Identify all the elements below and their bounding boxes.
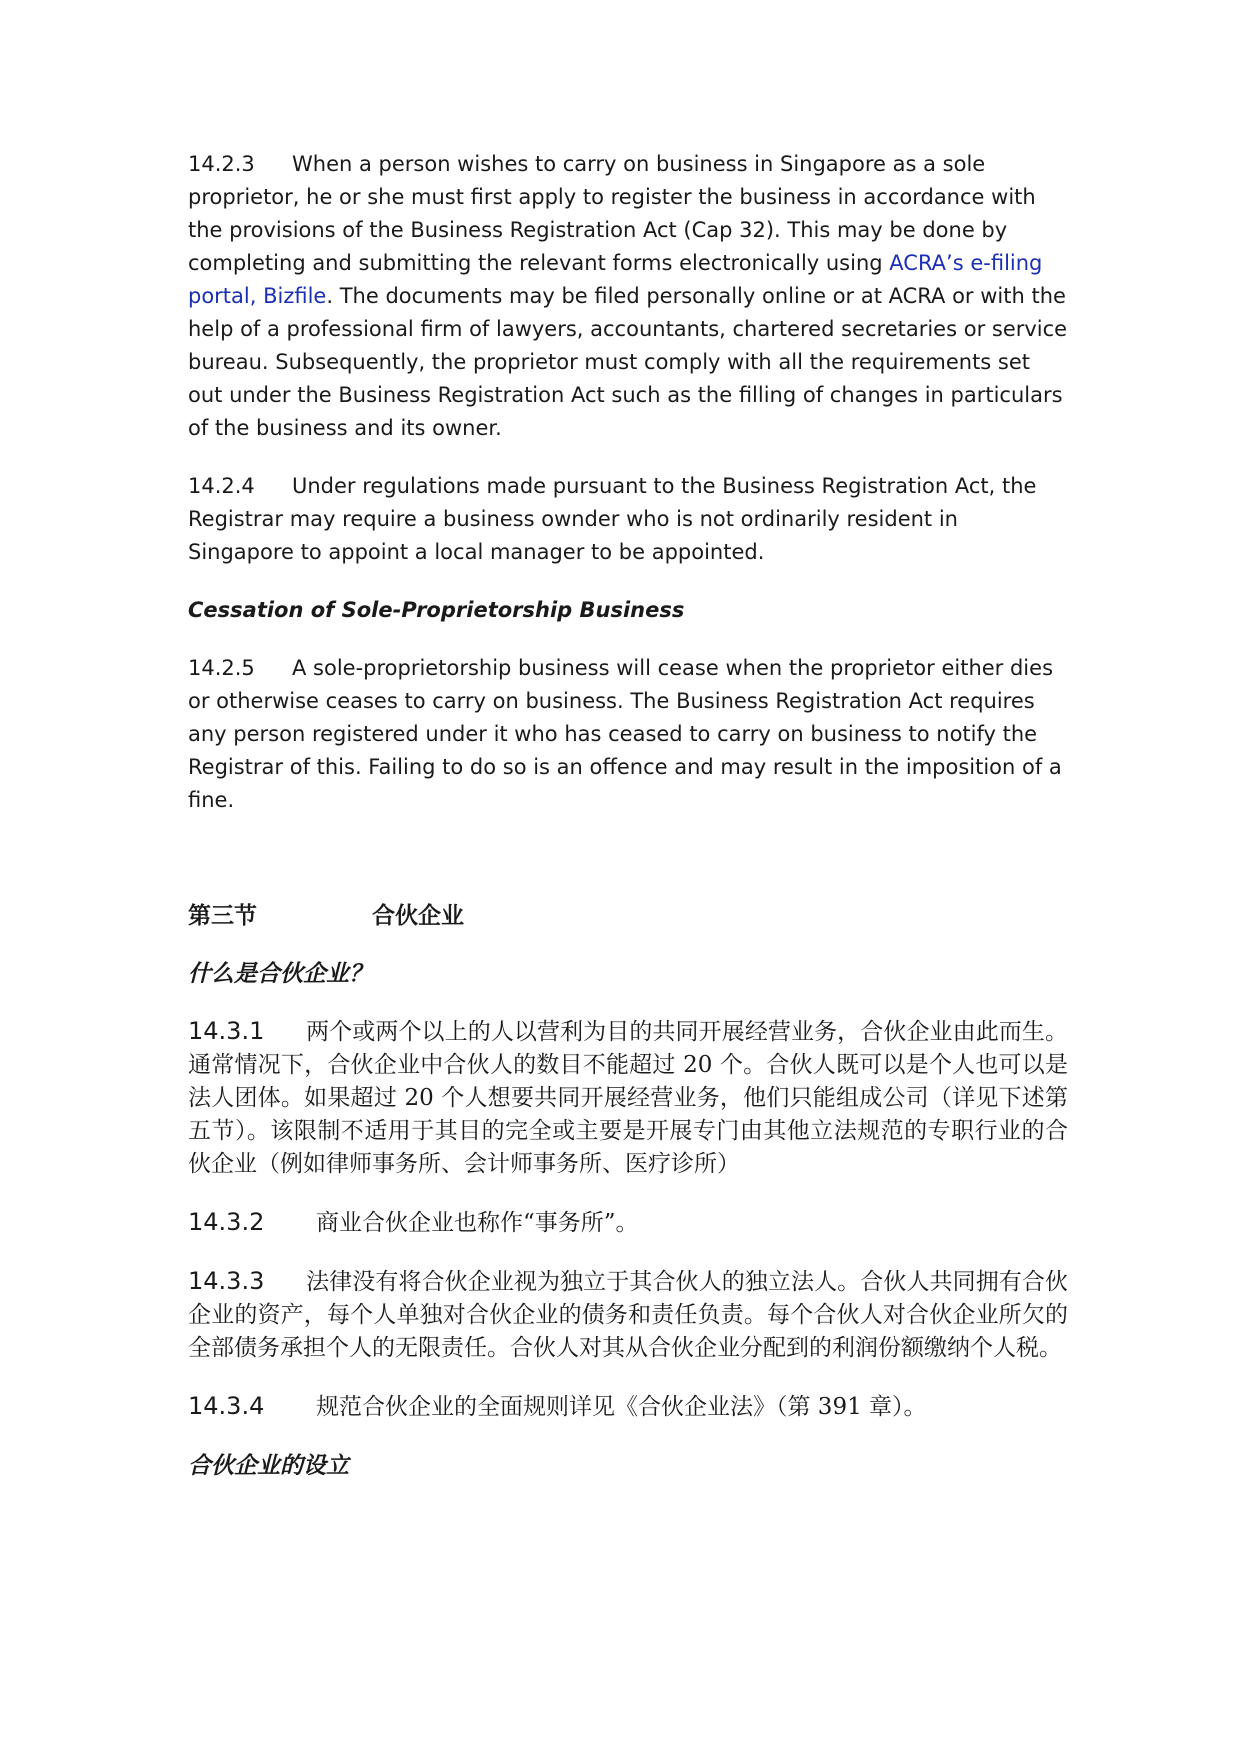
- paragraph-text: Under regulations made pursuant to the Business Registration Act, the Registrar may require a business ownder who is not ordinarily resident in Singapore to appoint a local manager to be appointed.: [188, 474, 1037, 564]
- paragraph-number: 14.2.3: [188, 152, 255, 176]
- paragraph-14-3-3: [188, 1265, 1068, 1365]
- paragraph-14-2-4: [188, 470, 1068, 569]
- section-number: 第三节: [188, 902, 257, 929]
- paragraph-14-2-5: [188, 652, 1068, 817]
- heading-what-is-partnership: 什么是合伙企业？: [188, 960, 372, 987]
- bizfile-link[interactable]: ACRA’s e-filing portal, Bizfile: [188, 251, 1043, 308]
- paragraph-text: 规范合伙企业的全面规则详见《合伙企业法》（第 391 章）。: [316, 1394, 927, 1420]
- paragraph-14-2-3: [188, 148, 1068, 445]
- paragraph-text: 法律没有将合伙企业视为独立于其合伙人的独立法人。合伙人共同拥有合伙企业的资产，每个人单独对合伙企业的债务和责任负责。每个合伙人对合伙企业所欠的全部债务承担个人的无限责任。合伙人对其从合伙企业分配到的利润份额缴纳个人税。: [188, 1269, 1068, 1361]
- paragraph-text: When a person wishes to carry on business in Singapore as a sole proprietor, he or she must first apply to register the business in accordance with the provisions of the Business Registration Act (Cap 32). This may be done by completing and submitting the relevant forms electronically using: [188, 152, 1036, 275]
- paragraph-14-3-1: [188, 1015, 1068, 1181]
- document-page: [188, 148, 1068, 1482]
- paragraph-14-3-2: [188, 1206, 1068, 1240]
- paragraph-number: 14.3.2: [188, 1208, 265, 1236]
- paragraph-14-3-4: [188, 1390, 1068, 1424]
- paragraph-number: 14.3.4: [188, 1392, 265, 1420]
- paragraph-text: 商业合伙企业也称作“事务所”。: [316, 1210, 639, 1236]
- paragraph-text: A sole-proprietorship business will cease when the proprietor either dies or otherwise ceases to carry on business. The Business Registration Act requires any person registered under it who has ceased to carry on business to notify the Registrar of this. Failing to do so is an offence and may result in the imposition of a fine.: [188, 656, 1062, 812]
- paragraph-number: 14.2.4: [188, 474, 255, 498]
- paragraph-number: 14.3.1: [188, 1017, 265, 1045]
- heading-partnership-setup: 合伙企业的设立: [188, 1452, 349, 1479]
- heading-cessation: Cessation of Sole-Proprietorship Business: [188, 598, 685, 622]
- section-name: 合伙企业: [372, 902, 464, 929]
- paragraph-number: 14.3.3: [188, 1267, 265, 1295]
- paragraph-text: 两个或两个以上的人以营利为目的共同开展经营业务，合伙企业由此而生。通常情况下，合伙企业中合伙人的数目不能超过 20 个。合伙人既可以是个人也可以是法人团体。如果超过 20 个人想要共同开展经营业务，他们只能组成公司（详见下述第五节）。该限制不适用于其目的完全或主要是开展专门由其他立法规范的专职行业的合伙企业（例如律师事务所、会计师事务所、医疗诊所）: [188, 1019, 1068, 1177]
- paragraph-number: 14.2.5: [188, 656, 255, 680]
- paragraph-text-continued: . The documents may be filed personally online or at ACRA or with the help of a professional firm of lawyers, accountants, chartered secretaries or service bureau. Subsequently, the proprietor must comply with all the requirements set out under the Business Registration Act such as the filling of changes in particulars of the business and its owner.: [188, 284, 1068, 440]
- section-title: [188, 899, 1068, 932]
